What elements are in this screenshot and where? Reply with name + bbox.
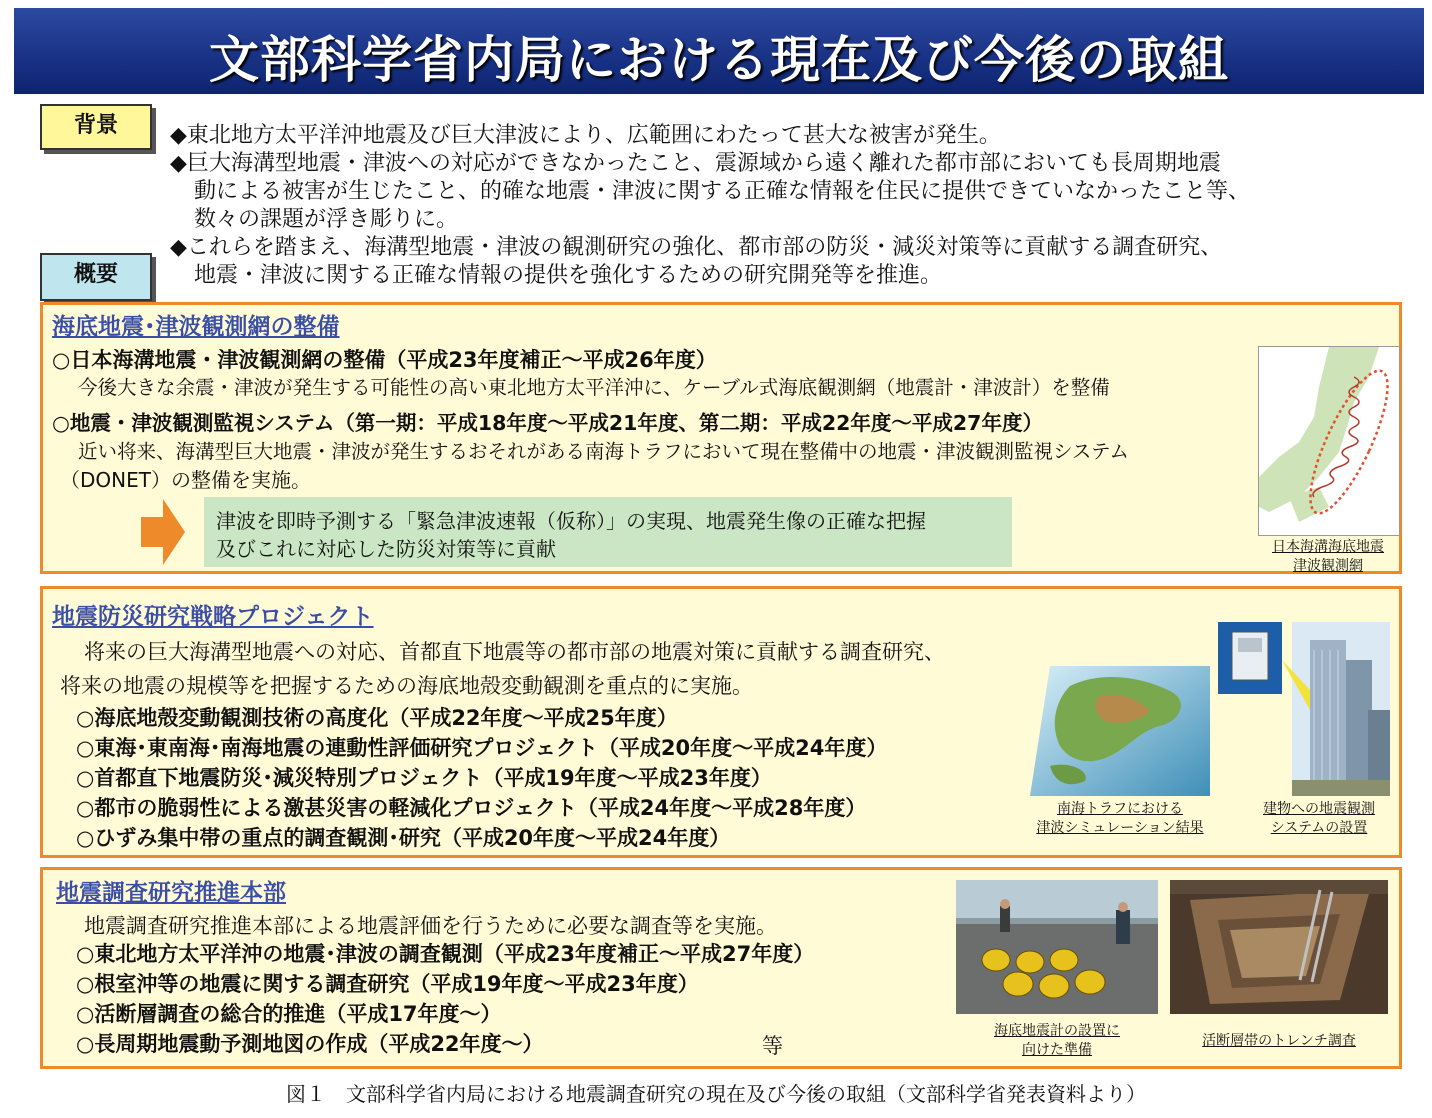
background-bullet-3-cont: 地震・津波に関する正確な情報の提供を強化するための研究開発等を推進。 [194,263,943,288]
map-caption [1250,538,1406,576]
section2-item-5: ○ひずみ集中帯の重点的調査観測･研究（平成20年度～平成24年度） [76,826,731,850]
background-label: 背景 [40,104,152,150]
section1-item2-desc1: 近い将来、海溝型巨大地震・津波が発生するおそれがある南海トラフにおいて現在整備中の地震・津波観測監視システム [78,440,1130,463]
simulation-caption-line-2: 津波シミュレーション結果 [1036,820,1204,836]
section2-item-2: ○東海･東南海･南海地震の連動性評価研究プロジェクト（平成20年度～平成24年度） [76,736,888,760]
building-observation-image [1218,620,1390,796]
section3-item-1: ○東北地方太平洋沖の地震･津波の調査観測（平成23年度補正～平成27年度） [76,942,815,966]
trench-survey-photo [1170,880,1388,1014]
building-caption [1236,800,1402,838]
section2-title: 地震防災研究戦略プロジェクト [52,604,374,630]
seismometer-caption-line-2: 向けた準備 [1022,1042,1092,1058]
title-banner [14,8,1424,94]
seismometer-caption-line-1: 海底地震計の設置に [994,1023,1120,1039]
tsunami-simulation-image [1030,666,1210,796]
section1-title: 海底地震･津波観測網の整備 [52,314,340,340]
section1-item2-desc2: （DONET）の整備を実施。 [60,468,311,492]
background-bullet-1: ◆東北地方太平洋沖地震及び巨大津波により、広範囲にわたって甚大な被害が発生。 [170,123,1001,148]
page-title: 文部科学省内局における現在及び今後の取組 [209,31,1229,89]
section3-item-4: ○長周期地震動予測地図の作成（平成22年度～） [76,1032,544,1056]
map-caption-line-2: 津波観測網 [1293,558,1363,574]
simulation-caption [1020,800,1220,838]
section3-desc: 地震調査研究推進本部による地震評価を行うために必要な調査等を実施。 [84,914,777,938]
trench-caption: 活断層帯のトレンチ調査 [1202,1033,1356,1049]
section3-item-3: ○活断層調査の総合的推進（平成17年度～） [76,1002,502,1026]
background-bullet-2-cont2: 数々の課題が浮き彫りに。 [194,207,459,232]
figure-caption: 図１ 文部科学省内局における地震調査研究の現在及び今後の取組（文部科学省発表資料より） [286,1082,1146,1106]
building-caption-line-1: 建物への地震観測 [1263,801,1375,817]
result-box [204,497,1012,567]
japan-trench-map-image [1258,346,1400,536]
background-bullet-2-cont: 動による被害が生じたこと、的確な地震・津波に関する正確な情報を住民に提供できていなかったこと等、 [194,179,1251,204]
section3-etc: 等 [762,1034,783,1058]
background-bullet-3: ◆これらを踏まえ、海溝型地震・津波の観測研究の強化、都市部の防災・減災対策等に貢献する調査研究、 [170,235,1223,260]
simulation-caption-line-1: 南海トラフにおける [1057,801,1183,817]
map-caption-line-1: 日本海溝海底地震 [1272,539,1384,555]
arrow-right-icon [141,499,185,565]
section2-item-3: ○首都直下地震防災･減災特別プロジェクト（平成19年度～平成23年度） [76,766,772,790]
seafloor-seismometer-photo [956,880,1158,1014]
result-line-1: 津波を即時予測する「緊急津波速報（仮称）」の実現、地震発生像の正確な把握 [216,509,926,533]
section1-item2-title: ○地震・津波観測監視システム（第一期：平成18年度～平成21年度、第二期：平成22年度～平成27年度） [52,411,1043,435]
section3-item-2: ○根室沖等の地震に関する調査研究（平成19年度～平成23年度） [76,972,699,996]
background-bullet-2: ◆巨大海溝型地震・津波への対応ができなかったこと、震源域から遠く離れた都市部においても長周期地震 [170,151,1221,176]
building-caption-line-2: システムの設置 [1270,820,1368,836]
section1-item1-desc: 今後大きな余震・津波が発生する可能性の高い東北地方太平洋沖に、ケーブル式海底観測網（地震計・津波計）を整備 [78,376,1110,399]
overview-label: 概要 [40,253,152,301]
section1-item1-title: ○日本海溝地震・津波観測網の整備（平成23年度補正～平成26年度） [52,348,717,372]
section2-desc1: 将来の巨大海溝型地震への対応、首都直下地震等の都市部の地震対策に貢献する調査研究、 [84,640,945,664]
section2-item-4: ○都市の脆弱性による激甚災害の軽減化プロジェクト（平成24年度～平成28年度） [76,796,867,820]
section3-title: 地震調査研究推進本部 [56,880,286,906]
section2-desc2: 将来の地震の規模等を把握するための海底地殻変動観測を重点的に実施。 [60,674,753,698]
seismometer-caption [954,1022,1160,1060]
section2-item-1: ○海底地殻変動観測技術の高度化（平成22年度～平成25年度） [76,706,678,730]
result-line-2: 及びこれに対応した防災対策等に貢献 [216,537,556,561]
